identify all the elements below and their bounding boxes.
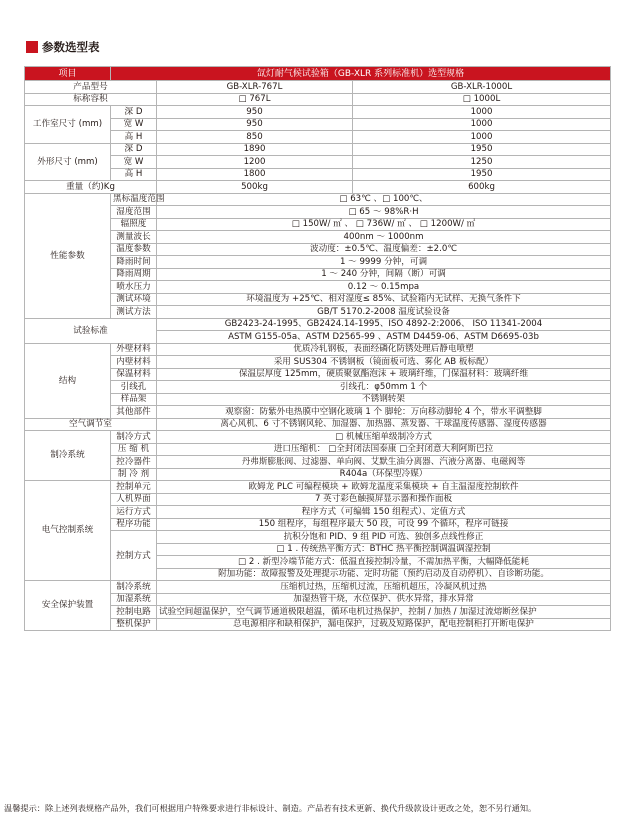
sub-label: 制 冷 剂 — [111, 468, 157, 481]
table-row — [25, 268, 611, 281]
weight-b: 600kg — [353, 181, 611, 194]
model-a: GB-XLR-767L — [157, 81, 353, 94]
sub-label: 湿度范围 — [111, 206, 157, 219]
value-a: 1800 — [157, 168, 353, 181]
table-row — [25, 93, 611, 106]
table-row — [25, 243, 611, 256]
table-row — [25, 493, 611, 506]
value: □ 150W/ ㎡ 、 □ 736W/ ㎡ 、 □ 1200W/ ㎡ — [157, 218, 611, 231]
table-row — [25, 531, 611, 544]
table-row — [25, 218, 611, 231]
value: 压缩机过热，压缩机过流，压缩机超压，冷凝风机过热 — [157, 581, 611, 594]
value-b: 1950 — [353, 168, 611, 181]
group-label: 外形尺寸 (mm) — [25, 143, 111, 181]
group-label: 电气控制系统 — [25, 481, 111, 581]
value: 试验空间超温保护，空气调节通道极限超温，循环电机过热保护，控制 / 加热 / 加湿过流熔断丝保护 — [157, 606, 611, 619]
sub-label: 程序功能 — [111, 518, 157, 531]
sub-label: 测试方法 — [111, 306, 157, 319]
sub-label: 控制方式 — [111, 531, 157, 581]
value-b: 1000 — [353, 131, 611, 144]
table-row — [25, 518, 611, 531]
weight-a: 500kg — [157, 181, 353, 194]
table-row — [25, 206, 611, 219]
value: 进口压缩机： □全封闭法国泰康 □全封闭意大利阿斯巴拉 — [157, 443, 611, 456]
value: □ 机械压缩单级制冷方式 — [157, 431, 611, 444]
sub-label: 测量波长 — [111, 231, 157, 244]
table-row — [25, 143, 611, 156]
table-row — [25, 456, 611, 469]
sub-label: 喷水压力 — [111, 281, 157, 294]
value-b: 1250 — [353, 156, 611, 169]
table-row — [25, 131, 611, 144]
value: 离心风机、6 寸不锈钢风轮、加湿器、加热器、蒸发器、干球温度传感器、湿度传感器 — [157, 418, 611, 431]
standards-line: ASTM G155-05a、ASTM D2565-99 、ASTM D4459-06、ASTM D6695-03b — [157, 331, 611, 344]
table-row — [25, 406, 611, 419]
value: □ 65 ～ 98%R·H — [157, 206, 611, 219]
table-row — [25, 431, 611, 444]
value-a: 1200 — [157, 156, 353, 169]
value-a: 950 — [157, 106, 353, 119]
table-row — [25, 106, 611, 119]
value: 1 ～ 9999 分钟，可调 — [157, 256, 611, 269]
value: 1 ～ 240 分钟，间隔（断）可调 — [157, 268, 611, 281]
table-row — [25, 306, 611, 319]
sub-label: 深 D — [111, 143, 157, 156]
value: 加湿热管干烧，水位保护、供水异常，排水异常 — [157, 593, 611, 606]
table-row — [25, 281, 611, 294]
table-row — [25, 368, 611, 381]
sub-label: 制冷方式 — [111, 431, 157, 444]
sub-label: 宽 W — [111, 118, 157, 131]
control-line: 附加功能：故障报警及处理提示功能、定时功能（预约启动及自动停机）、自诊断功能。 — [157, 568, 611, 581]
value: □ 63℃ 、□ 100℃、 — [157, 193, 611, 206]
sub-label: 引线孔 — [111, 381, 157, 394]
table-row — [25, 468, 611, 481]
table-row — [25, 606, 611, 619]
table-row — [25, 168, 611, 181]
table-row — [25, 293, 611, 306]
sub-label: 样品架 — [111, 393, 157, 406]
sub-label: 宽 W — [111, 156, 157, 169]
group-label: 结构 — [25, 343, 111, 418]
value: 保温层厚度 125mm，硬质聚氨酯泡沫 + 玻璃纤维，门保温材料：玻璃纤维 — [157, 368, 611, 381]
header-series: 氙灯耐气候试验箱（GB-XLR 系列标准机）选型规格 — [111, 67, 611, 81]
value-a: 950 — [157, 118, 353, 131]
table-row — [25, 181, 611, 194]
value: 不锈钢转架 — [157, 393, 611, 406]
sub-label: 外壁材料 — [111, 343, 157, 356]
table-row — [25, 156, 611, 169]
value: 欧姆龙 PLC 可编程模块 + 欧姆龙温度采集模块 + 自主温湿度控制软件 — [157, 481, 611, 494]
sub-label: 其他部件 — [111, 406, 157, 419]
sub-label: 测试环境 — [111, 293, 157, 306]
sub-label: 压 缩 机 — [111, 443, 157, 456]
table-row — [25, 506, 611, 519]
table-row — [25, 343, 611, 356]
sub-label: 辐照度 — [111, 218, 157, 231]
header-item: 项目 — [25, 67, 111, 81]
table-row — [25, 481, 611, 494]
volume-a: □ 767L — [157, 93, 353, 106]
sub-label: 运行方式 — [111, 506, 157, 519]
table-row — [25, 81, 611, 94]
group-label: 制冷系统 — [25, 431, 111, 481]
model-b: GB-XLR-1000L — [353, 81, 611, 94]
sub-label: 内壁材料 — [111, 356, 157, 369]
red-square-icon — [26, 41, 38, 53]
control-line: □ 1 . 传统热平衡方式：BTHC 热平衡控制调温调湿控制 — [157, 543, 611, 556]
value: 波动度：±0.5℃、温度偏差：±2.0℃ — [157, 243, 611, 256]
sub-label: 高 H — [111, 168, 157, 181]
control-line: 抗积分饱和 PID、9 组 PID 可选、独创多点线性修正 — [157, 531, 611, 544]
sub-label: 深 D — [111, 106, 157, 119]
volume-b: □ 1000L — [353, 93, 611, 106]
table-row — [25, 256, 611, 269]
value: 环境温度为 +25℃、相对湿度≤ 85%、试验箱内无试样、无换气条件下 — [157, 293, 611, 306]
sub-label: 控冷器件 — [111, 456, 157, 469]
sub-label: 保温材料 — [111, 368, 157, 381]
table-row — [25, 393, 611, 406]
value: 400nm ～ 1000nm — [157, 231, 611, 244]
table-row — [25, 443, 611, 456]
value: 观察窗：防紫外电热膜中空钢化玻璃 1 个 脚轮：万向移动脚轮 4 个，带水平调整脚 — [157, 406, 611, 419]
group-label: 安全保护装置 — [25, 581, 111, 631]
sub-label: 人机界面 — [111, 493, 157, 506]
value: GB/T 5170.2-2008 温度试验设备 — [157, 306, 611, 319]
table-row — [25, 593, 611, 606]
value-b: 1000 — [353, 118, 611, 131]
value: 优质冷轧钢板，表面经磷化防锈处理后静电喷塑 — [157, 343, 611, 356]
table-row — [25, 231, 611, 244]
sub-label: 控制单元 — [111, 481, 157, 494]
row-label: 产品型号 — [25, 81, 157, 94]
table-row — [25, 381, 611, 394]
table-row — [25, 618, 611, 631]
group-label: 性能参数 — [25, 193, 111, 318]
table-row — [25, 356, 611, 369]
sub-label: 温度参数 — [111, 243, 157, 256]
value-a: 850 — [157, 131, 353, 144]
value-b: 1950 — [353, 143, 611, 156]
value: 0.12 ～ 0.15mpa — [157, 281, 611, 294]
value-b: 1000 — [353, 106, 611, 119]
sub-label: 控制电路 — [111, 606, 157, 619]
sub-label: 黑标温度范围 — [111, 193, 157, 206]
value: R404a（环保型冷媒） — [157, 468, 611, 481]
value-a: 1890 — [157, 143, 353, 156]
sub-label: 加湿系统 — [111, 593, 157, 606]
group-label: 工作室尺寸 (mm) — [25, 106, 111, 144]
spec-table — [24, 66, 611, 631]
table-row — [25, 193, 611, 206]
value: 丹弗斯膨胀阀、过滤器、单向阀、艾默生油分离器、汽液分离器、电磁阀等 — [157, 456, 611, 469]
value: 总电源相序和缺相保护，漏电保护，过载及短路保护，配电控制柜打开断电保护 — [157, 618, 611, 631]
table-header-row — [25, 67, 611, 81]
section-title: 参数选型表 — [42, 40, 100, 54]
value: 程序方式（可编辑 150 组程式）、定值方式 — [157, 506, 611, 519]
sub-label: 降雨时间 — [111, 256, 157, 269]
row-label: 空气调节室 — [25, 418, 157, 431]
row-label: 试验标准 — [25, 318, 157, 343]
value: 7 英寸彩色触摸屏显示器和操作面板 — [157, 493, 611, 506]
sub-label: 制冷系统 — [111, 581, 157, 594]
control-line: □ 2 . 新型冷端节能方式：低温直接控制冷量，不需加热平衡，大幅降低能耗 — [157, 556, 611, 569]
table-row — [25, 118, 611, 131]
section-header — [26, 40, 100, 54]
value: 150 组程序，每组程序最大 50 段，可设 99 个循环，程序可链接 — [157, 518, 611, 531]
sub-label: 整机保护 — [111, 618, 157, 631]
row-label: 重量（约)Kg — [25, 181, 157, 194]
value: 引线孔：φ50mm 1 个 — [157, 381, 611, 394]
value: 采用 SUS304 不锈钢板（镜面板可选、雾化 AB 板标配） — [157, 356, 611, 369]
table-row — [25, 581, 611, 594]
footer-note: 温馨提示：除上述列表规格产品外，我们可根据用户特殊要求进行非标设计、制造。产品若有技术更新、换代升级款设计更改之处，恕不另行通知。 — [4, 803, 537, 813]
table-row — [25, 318, 611, 331]
standards-line: GB2423-24-1995、GB2424.14-1995、ISO 4892-2:2006、 ISO 11341-2004 — [157, 318, 611, 331]
sub-label: 降雨周期 — [111, 268, 157, 281]
sub-label: 高 H — [111, 131, 157, 144]
table-row — [25, 418, 611, 431]
row-label: 标称容积 — [25, 93, 157, 106]
